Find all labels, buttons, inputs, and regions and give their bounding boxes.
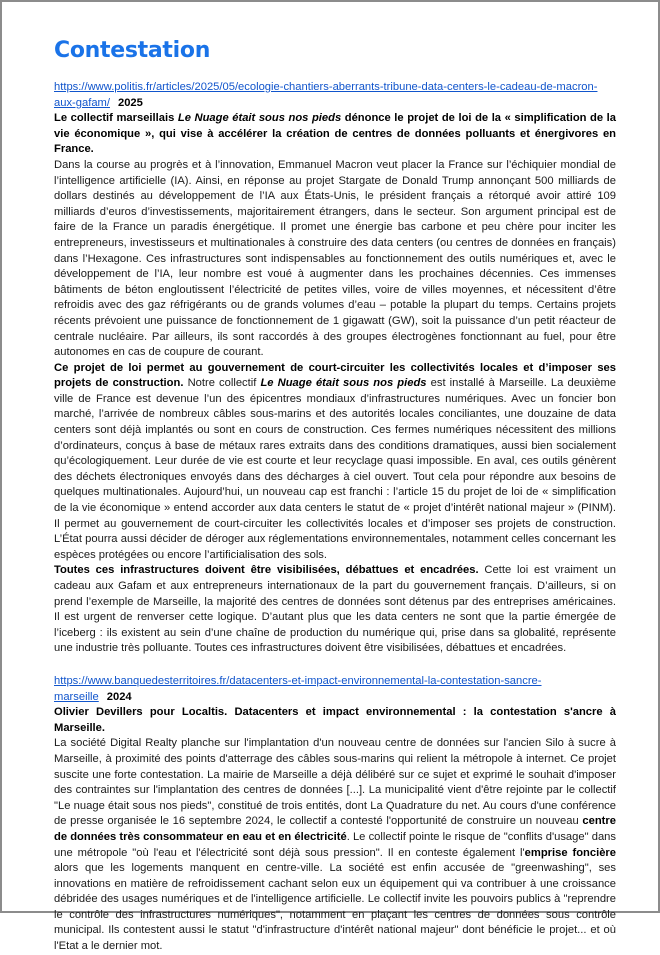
source-year: 2025 — [117, 96, 143, 109]
paragraph-text: alors que les logements manquent en centre-ville. La société est enfin accusée de "greenwashing", ses innovations en matière de refroidissement cachant selon eux un équipement qui va contribuer à une croissance débridée des usages numériques et de l'intelligence artificielle. Le collectif invite les pouvoirs publics à "reprendre le contrôle des infrastructures numériques", notamment en plaçant les centres de données sous contrôle municipal. Ils contestent aussi le statut "d'infrastructure d'intérêt national majeur" dont bénéficie le projet... et où l'Etat a le dernier mot. — [54, 862, 616, 953]
source-line — [54, 80, 616, 111]
document-page — [54, 36, 616, 955]
article-headline: Olivier Devillers pour Localtis. Datacenters et impact environnemental : la contestation s'ancre à Marseille. — [54, 706, 616, 734]
paragraph-text: Cette loi est vraiment un cadeau aux Gafam et aux entrepreneurs internationaux de la part du gouvernement français. D’ailleurs, si on prend l’exemple de Marseille, la majorité des centres de données sont détenus par des entreprises américaines. Il est urgent de renverser cette logique. D’autant plus que les data centers ne sont que la partie émergée de l’iceberg : ils existent au sein d’une chaîne de production du numérique qui, prise dans sa globalité, représente une industrie très polluante. Toutes ces infrastructures doivent être visibilisées, débattues et encadrées. — [54, 564, 616, 655]
article-intro — [54, 111, 616, 158]
paragraph-text: est installé à Marseille. La deuxième ville de France est devenue l’un des épicentres mondiaux d’infrastructures numériques. Avec un foncier bon marché, l’arrivée de nombreux câbles sous-marins et des autorités locales conciliantes, une douzaine de data centers sont déjà implantés ou sont en cours de construction. Ces fermes numériques nécessitent des millions d’ordinateurs, conçus à base de métaux rares extraits dans des conditions dramatiques, aussi bien socialement qu’écologiquement. Leur durée de vie est courte et leur recyclage quasi impossible. En aval, ces outils génèrent des déchets électroniques envoyés dans des décharges à ciel ouvert. Tout cela pour répondre aux besoins de quelques multinationales. Aujourd’hui, un nouveau cap est franchi : l’article 15 du projet de loi de « simplification de la vie économique » entend accorder aux data centers le statut de « projet d’intérêt national majeur » (PINM). Il permet au gouvernement de court-circuiter les collectivités locales et d’imposer ses projets de construction. L’État pourra aussi décider de déroger aux réglementations environnementales, notamment celles concernant les espèces protégées ou encore l’artificialisation des sols. — [54, 377, 616, 561]
source-line — [54, 674, 616, 705]
paragraph-lead: Ce projet de loi permet au gouvernement de court-circuiter les collectivités locales et d’imposer ses projets de construction. — [54, 361, 616, 390]
paragraph — [54, 563, 616, 657]
paragraph-lead: Toutes ces infrastructures doivent être visibilisées, débattues et encadrées. — [54, 564, 479, 577]
bold-phrase: emprise foncière — [524, 846, 617, 859]
paragraph-text: Notre collectif — [183, 377, 261, 390]
paragraph-text: . Le collectif pointe le risque de "conflits d'usage" dans une métropole "où l'eau et l'électricité sont déjà sous pression". Il en conteste également l' — [54, 830, 616, 859]
paragraph: Dans la course au progrès et à l’innovation, Emmanuel Macron veut placer la France sur l’échiquier mondial de l’intelligence artificielle (IA). Ainsi, en réponse au projet Stargate de Donald Trump annonçant 500 milliards de dollars destinés au développement de l’IA aux États-Unis, le président français a rétorqué avoir attiré 109 milliards d’euros d’investissements, majoritairement étrangers, dans le secteur. Son argument principal est de faire de la France un paradis énergétique. Il promet une énergie bas carbone et peu chère pour inciter les entrepreneurs, investisseurs et multinationales à construire des data centers (ou centres de données en français) dans l’Hexagone. Ces infrastructures sont indispensables au fonctionnement des outils numériques et, avec le développement de l’IA, leur nombre est voué à augmenter dans les prochaines décennies. Ces immenses bâtiments de béton engloutissent l’électricité de petites villes, voire de villes moyennes, et nécessitent d’être refroidis avec des gaz réfrigérants ou de grands volumes d’eau – potable la plupart du temps. Certains projets récents prévoient une puissance de fonctionnement de 1 gigawatt (GW), soit la puissance d’un petit réacteur de centrale nucléaire. Par ailleurs, ils sont raccordés à des groupes électrogènes fonctionnant au fuel, pour être autonomes en cas de coupure de courant. — [54, 158, 616, 359]
article-politis — [54, 80, 616, 657]
bold-phrase: centre de données très consommateur en eau et en électricité — [54, 815, 616, 843]
intro-text: dénonce le projet de loi de la « simplification de la vie économique », qui vise à accélérer la création de centres de données polluants et énergivores en France. — [54, 112, 616, 156]
paragraph-text: La société Digital Realty planche sur l'implantation d'un nouveau centre de données sur l'ancien Silo à sucre à Marseille, à proximité des points d'atterrage des câbles sous-marins qui relient la métropole à internet. Ce projet suscite une forte contestation. La mairie de Marseille a déjà délibéré sur ce sujet et exprimé le souhait d'imposer des contraintes sur l'implantation des centres de données [...]. La municipalité vient d'être rejointe par le collectif "Le nuage était sous nos pieds", constitué de trois entités, dont La Quadrature du net. Au cours d'une conférence de presse organisée le 16 septembre 2024, le collectif a contesté l'opportunité de construire un nouveau — [54, 737, 616, 828]
page-title: Contestation — [54, 38, 211, 63]
intro-text: Le collectif marseillais — [54, 112, 178, 125]
collective-name: Le Nuage était sous nos pieds — [177, 112, 342, 125]
source-link[interactable]: https://www.politis.fr/articles/2025/05/ecologie-chantiers-aberrants-tribune-data-centers-le-cadeau-de-macron-aux-gafam/ — [54, 81, 598, 109]
paragraph — [54, 361, 616, 564]
collective-name: Le Nuage était sous nos pieds — [260, 377, 427, 390]
source-year: 2024 — [106, 690, 132, 703]
source-link[interactable]: https://www.banquedesterritoires.fr/datacenters-et-impact-environnemental-la-contestation-sancre-marseille — [54, 674, 542, 703]
paragraph — [54, 736, 616, 954]
